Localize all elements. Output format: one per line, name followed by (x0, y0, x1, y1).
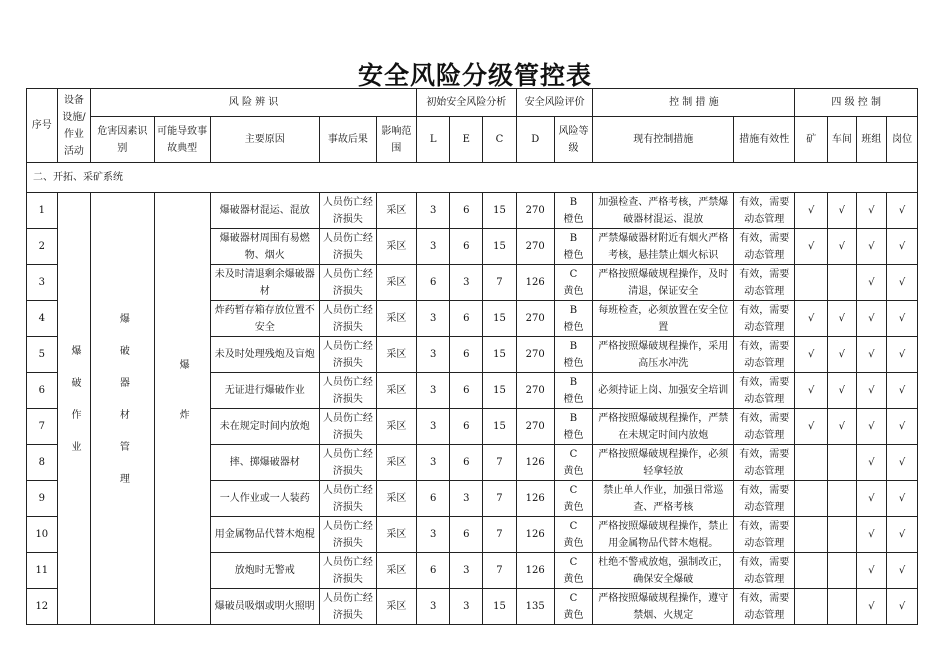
risk-grade: B (569, 232, 578, 244)
check-icon: √ (838, 313, 846, 324)
check-team (856, 481, 887, 517)
scope: 采区 (377, 229, 417, 265)
check-icon: √ (898, 241, 906, 252)
row-number: 5 (27, 337, 58, 373)
check-workshop (828, 265, 857, 301)
control-measure: 禁止单人作业，加强日常巡查、严格考核 (593, 481, 734, 517)
check-workshop (828, 553, 857, 589)
value-L: 3 (416, 337, 450, 373)
value-C: 15 (483, 193, 517, 229)
effectiveness: 有效，需要动态管理 (734, 193, 795, 229)
control-measure: 每班检查，必须放置在安全位置 (593, 301, 734, 337)
value-E: 6 (450, 193, 483, 229)
check-icon: √ (838, 349, 846, 360)
value-C: 15 (483, 301, 517, 337)
check-icon: √ (868, 493, 875, 504)
effectiveness: 有效，需要动态管理 (734, 301, 795, 337)
effectiveness: 有效，需要动态管理 (734, 517, 795, 553)
effectiveness: 有效，需要动态管理 (734, 373, 795, 409)
value-C: 15 (483, 373, 517, 409)
risk-control-table (26, 88, 918, 625)
check-icon: √ (838, 205, 846, 216)
value-E: 6 (450, 337, 483, 373)
check-team (856, 265, 887, 301)
check-team (856, 445, 887, 481)
scope: 采区 (377, 481, 417, 517)
main-cause: 未在规定时间内放炮 (210, 409, 319, 445)
check-post (887, 337, 918, 373)
check-icon: √ (898, 205, 906, 216)
scope: 采区 (377, 445, 417, 481)
check-team (856, 301, 887, 337)
check-team (856, 409, 887, 445)
risk-grade: C (569, 520, 578, 532)
risk-color: 黄色 (563, 285, 584, 297)
control-measure: 严格按照爆破规程操作，严禁在未规定时间内放炮 (593, 409, 734, 445)
consequence: 人员伤亡经济损失 (319, 337, 376, 373)
check-icon: √ (898, 601, 906, 612)
value-D: 126 (516, 445, 554, 481)
value-L: 3 (416, 409, 450, 445)
consequence: 人员伤亡经济损失 (319, 193, 376, 229)
check-icon: √ (808, 385, 815, 396)
effectiveness: 有效，需要动态管理 (734, 589, 795, 625)
check-icon: √ (808, 313, 815, 324)
table-row (27, 193, 918, 229)
value-L: 6 (416, 265, 450, 301)
value-C: 7 (483, 445, 517, 481)
consequence: 人员伤亡经济损失 (319, 589, 376, 625)
row-number: 1 (27, 193, 58, 229)
check-post (887, 193, 918, 229)
risk-level (554, 337, 593, 373)
consequence: 人员伤亡经济损失 (319, 481, 376, 517)
value-E: 3 (450, 481, 483, 517)
check-workshop (828, 193, 857, 229)
check-workshop (828, 517, 857, 553)
value-D: 270 (516, 301, 554, 337)
row-number: 10 (27, 517, 58, 553)
row-number: 2 (27, 229, 58, 265)
consequence: 人员伤亡经济损失 (319, 301, 376, 337)
row-number: 11 (27, 553, 58, 589)
risk-level (554, 193, 593, 229)
activity-cell: 爆破作业 (57, 193, 91, 625)
main-cause: 一人作业或一人装药 (210, 481, 319, 517)
row-number: 8 (27, 445, 58, 481)
value-C: 7 (483, 481, 517, 517)
scope: 采区 (377, 553, 417, 589)
header-typical: 可能导致事故典型 (154, 117, 210, 163)
header-equipment: 设备设施/作业活动 (57, 89, 91, 163)
check-team (856, 373, 887, 409)
header-main-cause: 主要原因 (210, 117, 319, 163)
check-mine (795, 265, 828, 301)
check-workshop (828, 481, 857, 517)
header-four-level: 四 级 控 制 (795, 89, 918, 117)
value-E: 6 (450, 409, 483, 445)
value-L: 3 (416, 373, 450, 409)
value-D: 126 (516, 553, 554, 589)
check-post (887, 265, 918, 301)
risk-level (554, 481, 593, 517)
risk-level (554, 517, 593, 553)
risk-color: 橙色 (563, 249, 584, 261)
risk-grade: B (569, 304, 578, 316)
header-E: E (450, 117, 483, 163)
consequence: 人员伤亡经济损失 (319, 553, 376, 589)
header-initial-analysis: 初始安全风险分析 (416, 89, 516, 117)
check-team (856, 517, 887, 553)
value-L: 3 (416, 193, 450, 229)
value-L: 3 (416, 517, 450, 553)
check-icon: √ (898, 313, 906, 324)
consequence: 人员伤亡经济损失 (319, 265, 376, 301)
value-L: 6 (416, 481, 450, 517)
check-team (856, 337, 887, 373)
value-D: 126 (516, 517, 554, 553)
value-C: 15 (483, 409, 517, 445)
main-cause: 摔、掷爆破器材 (210, 445, 319, 481)
header-risk-identify: 风 险 辨 识 (91, 89, 417, 117)
risk-grade: C (569, 268, 578, 280)
value-D: 135 (516, 589, 554, 625)
check-post (887, 409, 918, 445)
check-icon: √ (838, 421, 846, 432)
risk-color: 黄色 (563, 465, 584, 477)
effectiveness: 有效，需要动态管理 (734, 409, 795, 445)
check-team (856, 553, 887, 589)
header-scope: 影响范围 (377, 117, 417, 163)
row-number: 6 (27, 373, 58, 409)
consequence: 人员伤亡经济损失 (319, 409, 376, 445)
value-E: 6 (450, 517, 483, 553)
check-post (887, 229, 918, 265)
check-mine (795, 373, 828, 409)
consequence: 人员伤亡经济损失 (319, 373, 376, 409)
consequence: 人员伤亡经济损失 (319, 229, 376, 265)
main-cause: 爆破员吸烟或明火照明 (210, 589, 319, 625)
check-mine (795, 445, 828, 481)
main-cause: 未及时处理残炮及盲炮 (210, 337, 319, 373)
value-D: 270 (516, 409, 554, 445)
main-cause: 无证进行爆破作业 (210, 373, 319, 409)
scope: 采区 (377, 589, 417, 625)
scope: 采区 (377, 193, 417, 229)
control-measure: 必须持证上岗、加强安全培训 (593, 373, 734, 409)
header-effectiveness: 措施有效性 (734, 117, 795, 163)
header-risk-eval: 安全风险评价 (516, 89, 593, 117)
main-cause: 炸药暂存箱存放位置不安全 (210, 301, 319, 337)
risk-grade: C (569, 556, 578, 568)
value-E: 3 (450, 589, 483, 625)
control-measure: 杜绝不警戒放炮，强制改正，确保安全爆破 (593, 553, 734, 589)
value-E: 6 (450, 373, 483, 409)
risk-grade: B (569, 196, 578, 208)
check-icon: √ (868, 565, 875, 576)
check-workshop (828, 229, 857, 265)
value-L: 3 (416, 445, 450, 481)
check-icon: √ (808, 241, 815, 252)
header-L: L (416, 117, 450, 163)
effectiveness: 有效，需要动态管理 (734, 445, 795, 481)
risk-color: 橙色 (563, 393, 584, 405)
row-number: 9 (27, 481, 58, 517)
value-C: 15 (483, 229, 517, 265)
check-icon: √ (868, 601, 875, 612)
risk-level (554, 265, 593, 301)
risk-color: 橙色 (563, 357, 584, 369)
check-icon: √ (898, 349, 906, 360)
row-number: 7 (27, 409, 58, 445)
row-number: 12 (27, 589, 58, 625)
scope: 采区 (377, 409, 417, 445)
value-C: 7 (483, 265, 517, 301)
value-C: 7 (483, 517, 517, 553)
risk-level (554, 373, 593, 409)
control-measure: 严格按照爆破规程操作，必须轻拿轻放 (593, 445, 734, 481)
risk-grade: B (569, 412, 578, 424)
page-title: 安全风险分级管控表 (357, 61, 592, 90)
effectiveness: 有效，需要动态管理 (734, 265, 795, 301)
value-C: 15 (483, 589, 517, 625)
risk-color: 黄色 (563, 537, 584, 549)
check-icon: √ (898, 493, 906, 504)
main-cause: 未及时清退剩余爆破器材 (210, 265, 319, 301)
header-existing-measures: 现有控制措施 (593, 117, 734, 163)
check-post (887, 481, 918, 517)
value-D: 270 (516, 373, 554, 409)
check-icon: √ (868, 529, 875, 540)
header-consequence: 事故后果 (319, 117, 376, 163)
check-icon: √ (898, 529, 906, 540)
check-mine (795, 229, 828, 265)
control-measure: 严格按照爆破规程操作，禁止用金属物品代替木炮棍。 (593, 517, 734, 553)
header-team: 班组 (856, 117, 887, 163)
typical-accident-cell: 爆炸 (154, 193, 210, 625)
value-E: 6 (450, 445, 483, 481)
risk-color: 黄色 (563, 501, 584, 513)
risk-grade: B (569, 376, 578, 388)
risk-level (554, 301, 593, 337)
scope: 采区 (377, 337, 417, 373)
check-mine (795, 517, 828, 553)
value-L: 3 (416, 589, 450, 625)
check-mine (795, 409, 828, 445)
check-workshop (828, 373, 857, 409)
value-D: 270 (516, 337, 554, 373)
check-mine (795, 337, 828, 373)
control-measure: 加强检查、严格考核，严禁爆破器材混运、混放 (593, 193, 734, 229)
header-risk-level: 风险等级 (554, 117, 593, 163)
check-team (856, 229, 887, 265)
scope: 采区 (377, 517, 417, 553)
risk-level (554, 409, 593, 445)
header-D: D (516, 117, 554, 163)
risk-grade: B (569, 340, 578, 352)
check-post (887, 589, 918, 625)
check-icon: √ (898, 385, 906, 396)
check-mine (795, 301, 828, 337)
effectiveness: 有效，需要动态管理 (734, 481, 795, 517)
risk-grade: C (569, 592, 578, 604)
check-team (856, 193, 887, 229)
value-D: 126 (516, 265, 554, 301)
value-L: 3 (416, 301, 450, 337)
check-post (887, 445, 918, 481)
check-mine (795, 481, 828, 517)
effectiveness: 有效，需要动态管理 (734, 229, 795, 265)
value-L: 3 (416, 229, 450, 265)
check-icon: √ (868, 313, 875, 324)
risk-level (554, 589, 593, 625)
header-control-measures: 控 制 措 施 (593, 89, 795, 117)
scope: 采区 (377, 265, 417, 301)
header-hazard: 危害因素识别 (91, 117, 154, 163)
row-number: 4 (27, 301, 58, 337)
risk-level (554, 553, 593, 589)
check-workshop (828, 301, 857, 337)
value-C: 7 (483, 553, 517, 589)
control-measure: 严格按照爆破规程操作，及时清退，保证安全 (593, 265, 734, 301)
section-label: 二、开拓、采矿系统 (27, 163, 918, 193)
main-cause: 放炮时无警戒 (210, 553, 319, 589)
check-icon: √ (808, 421, 815, 432)
control-measure: 严格按照爆破规程操作，采用高压水冲洗 (593, 337, 734, 373)
check-post (887, 553, 918, 589)
value-E: 3 (450, 553, 483, 589)
header-mine: 矿 (795, 117, 828, 163)
main-cause: 用金属物品代替木炮棍 (210, 517, 319, 553)
risk-level (554, 445, 593, 481)
check-icon: √ (808, 349, 815, 360)
scope: 采区 (377, 373, 417, 409)
check-icon: √ (868, 421, 875, 432)
risk-color: 橙色 (563, 429, 584, 441)
check-workshop (828, 445, 857, 481)
control-measure: 严格按照爆破规程操作，遵守禁烟、火规定 (593, 589, 734, 625)
scope: 采区 (377, 301, 417, 337)
value-D: 126 (516, 481, 554, 517)
consequence: 人员伤亡经济损失 (319, 517, 376, 553)
check-icon: √ (868, 205, 875, 216)
value-D: 270 (516, 229, 554, 265)
risk-level (554, 229, 593, 265)
check-mine (795, 553, 828, 589)
hazard-cell: 爆破器材管理 (91, 193, 154, 625)
row-number: 3 (27, 265, 58, 301)
value-E: 6 (450, 229, 483, 265)
header-C: C (483, 117, 517, 163)
value-L: 6 (416, 553, 450, 589)
check-post (887, 373, 918, 409)
main-cause: 爆破器材周围有易燃物、烟火 (210, 229, 319, 265)
value-E: 6 (450, 301, 483, 337)
check-icon: √ (898, 421, 906, 432)
risk-color: 黄色 (563, 573, 584, 585)
control-measure: 严禁爆破器材附近有烟火严格考核，悬挂禁止烟火标识 (593, 229, 734, 265)
check-icon: √ (838, 385, 846, 396)
check-icon: √ (808, 205, 815, 216)
check-icon: √ (868, 277, 875, 288)
risk-grade: C (569, 484, 578, 496)
consequence: 人员伤亡经济损失 (319, 445, 376, 481)
risk-color: 橙色 (563, 213, 584, 225)
header-post: 岗位 (887, 117, 918, 163)
check-post (887, 301, 918, 337)
check-icon: √ (898, 565, 906, 576)
check-icon: √ (868, 349, 875, 360)
risk-color: 橙色 (563, 321, 584, 333)
check-icon: √ (838, 241, 846, 252)
check-post (887, 517, 918, 553)
check-icon: √ (868, 241, 875, 252)
check-mine (795, 589, 828, 625)
header-seq: 序号 (27, 89, 58, 163)
check-workshop (828, 589, 857, 625)
value-D: 270 (516, 193, 554, 229)
header-workshop: 车间 (828, 117, 857, 163)
value-C: 15 (483, 337, 517, 373)
main-cause: 爆破器材混运、混放 (210, 193, 319, 229)
effectiveness: 有效，需要动态管理 (734, 337, 795, 373)
check-icon: √ (898, 457, 906, 468)
check-icon: √ (868, 385, 875, 396)
check-workshop (828, 337, 857, 373)
value-E: 3 (450, 265, 483, 301)
effectiveness: 有效，需要动态管理 (734, 553, 795, 589)
risk-grade: C (569, 448, 578, 460)
check-team (856, 589, 887, 625)
risk-color: 黄色 (563, 609, 584, 621)
check-icon: √ (868, 457, 875, 468)
check-workshop (828, 409, 857, 445)
check-mine (795, 193, 828, 229)
check-icon: √ (898, 277, 906, 288)
